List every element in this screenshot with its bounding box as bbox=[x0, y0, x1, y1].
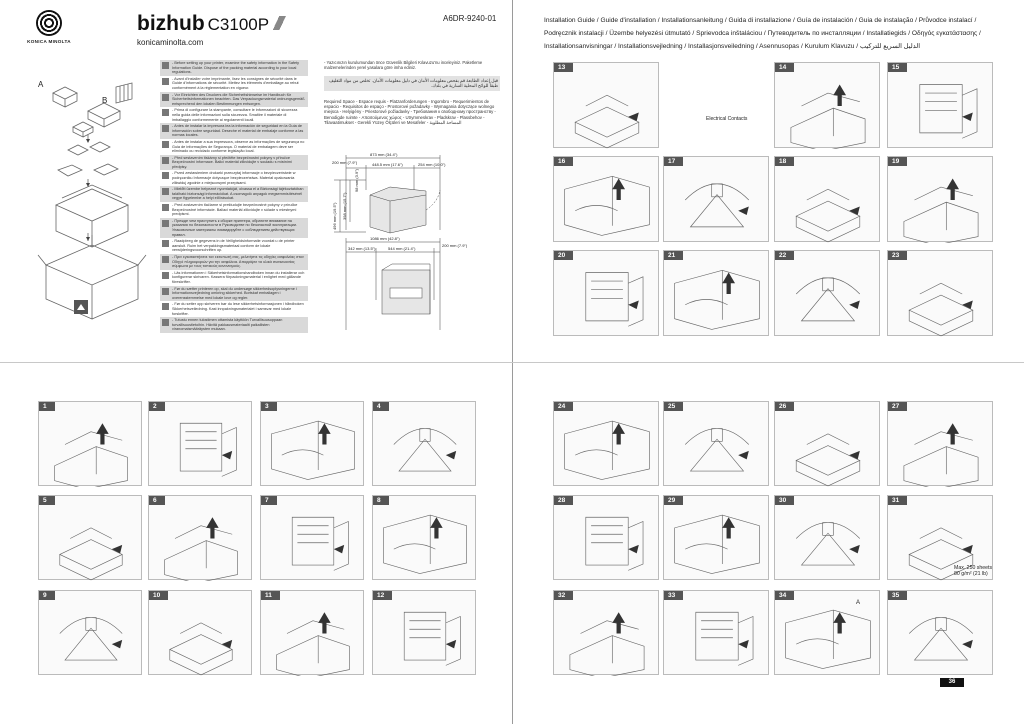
safety-paragraph: - Pred zostavením tlačiarne si preštudujte bezpečnostné pokyny v príručke Bezpečnostné informácie. Baliaci materiál zlikvidujte v súlade s miestnymi predpismi. bbox=[160, 202, 308, 218]
illustration-lines bbox=[675, 515, 760, 573]
language-marker-icon bbox=[162, 157, 169, 164]
illustration-lines bbox=[180, 423, 236, 476]
illustration-lines bbox=[60, 528, 122, 580]
document-number: A6DR-9240-01 bbox=[443, 14, 497, 23]
step-illustration bbox=[261, 496, 365, 581]
step-panel bbox=[663, 590, 769, 675]
step-illustration bbox=[373, 496, 477, 581]
illustration-lines bbox=[55, 432, 128, 487]
step-panel bbox=[38, 590, 142, 675]
title-slash-graphic bbox=[270, 16, 290, 30]
step-illustration bbox=[664, 251, 770, 337]
step-illustration bbox=[664, 591, 770, 676]
direction-arrow-icon bbox=[738, 451, 749, 460]
safety-information-list bbox=[160, 60, 308, 340]
illustration-lines bbox=[904, 432, 978, 487]
step-number: 18 bbox=[775, 157, 794, 166]
dim-top-total: 873 mm (34.4") bbox=[370, 152, 398, 157]
direction-arrow-icon bbox=[96, 423, 108, 444]
language-marker-icon bbox=[162, 94, 169, 101]
step-number: 9 bbox=[39, 591, 55, 600]
language-marker-icon bbox=[162, 125, 169, 132]
direction-arrow-icon bbox=[446, 640, 456, 649]
language-marker-icon bbox=[162, 62, 169, 69]
direction-arrow-icon bbox=[962, 640, 973, 649]
required-space-diagram bbox=[330, 150, 505, 355]
globe-logo-icon bbox=[36, 10, 62, 36]
step-illustration bbox=[664, 496, 770, 581]
guide-title-line: Podręcznik instalacji / Üzembe helyezési útmutató / Sprievodca inštaláciou / Путеводитель по инсталляции / Installatiegids / Οδηγός εγκατάστασης / bbox=[544, 30, 981, 37]
unpacking-illustration bbox=[28, 75, 150, 325]
dim-side-total: 1086 mm (42.8") bbox=[370, 236, 400, 241]
illustration-lines bbox=[292, 517, 348, 570]
step-illustration bbox=[888, 402, 994, 487]
step-illustration bbox=[149, 402, 253, 487]
step-panel bbox=[553, 62, 659, 148]
step-number: 2 bbox=[149, 402, 165, 411]
step-panel bbox=[887, 401, 993, 486]
safety-paragraph: - Před sestavením tiskárny si přečtěte bezpečnostní pokyny v příručce Bezpečnostní informace. Balicí materiál zlikvidujte v souladu s místními předpisy. bbox=[160, 155, 308, 171]
language-marker-icon bbox=[162, 204, 169, 211]
language-marker-icon bbox=[162, 141, 169, 148]
illustration-lines bbox=[277, 621, 350, 676]
illustration-lines bbox=[685, 429, 749, 472]
required-space-title: Required Space - Espace requis - Platzanforderungen - Ingombro - Requerimientos de espacio - Requisitos de espaço - Prostorové požadavky - Wymagania dotyczące wolnego miejsca - Helyigény - Priestorové požiadavky - Требования к свободному пространству - Benodigde ruimte - Απαιτούμενος χώρος - Utrymmeskrav - Pladskrav - Plassbehov - Tilavaatimukset - Gerekli Yüzey Ölçüleri ve Mesafeler - المساحة المطلوبة bbox=[324, 99, 496, 125]
safety-paragraph: - Läs informationen i Säkerhetsinformationshandboken innan du installerar och konfigurerar skrivaren. Kassera förpackningsmaterial i enlighet med gällande föreskrifter. bbox=[160, 270, 308, 286]
website: konicaminolta.com bbox=[137, 38, 204, 47]
language-marker-icon bbox=[162, 109, 169, 116]
language-marker-icon bbox=[162, 220, 169, 227]
step-illustration bbox=[664, 402, 770, 487]
direction-arrow-icon bbox=[318, 423, 330, 444]
step-number: 28 bbox=[554, 496, 573, 505]
illustration-lines bbox=[909, 618, 973, 661]
illustration-lines bbox=[796, 189, 860, 242]
step-number: 26 bbox=[775, 402, 794, 411]
guide-title-list bbox=[544, 14, 1014, 53]
dim-height-a: 398 mm (15.7") bbox=[342, 192, 347, 220]
step-illustration bbox=[775, 251, 881, 337]
product-title bbox=[137, 13, 269, 34]
step-panel bbox=[887, 250, 993, 336]
step-panel bbox=[38, 495, 142, 580]
step-panel bbox=[553, 495, 659, 580]
step-number: 7 bbox=[261, 496, 277, 505]
direction-arrow-icon bbox=[446, 451, 456, 460]
language-marker-icon bbox=[162, 78, 169, 85]
safety-paragraph: - Før du sætter printeren op, skal du undersøge sikkerhedsoplysningerne i Informationsvejledning omkring sikkerhed. Bortskaf emballagen i overensstemmelse med lokale love og regler. bbox=[160, 286, 308, 302]
step-panel bbox=[663, 250, 769, 336]
page-number: 36 bbox=[940, 678, 964, 687]
guide-title-line: Installation Guide / Guide d'installation / Installationsanleitung / Guida di installazione / Guía de instalación / Guia de instalação / Průvodce instalací / bbox=[544, 17, 977, 24]
step-number: 17 bbox=[664, 157, 683, 166]
turkish-safety-note: - Yazıcınızın kurulumundan önce Güvenlik Bilgileri Kılavuzu'nu inceleyiniz. Paketleme malzemelerinden yerel yasalara göre imha ediniz. bbox=[324, 60, 483, 70]
step-panel bbox=[553, 401, 659, 486]
safety-paragraph: - Przed zestawieniem drukarki przeczytaj informacje o bezpieczeństwie w podręczniku Informacje dotyczące bezpieczeństwa. Materiał opakowania zlikwiduj zgodnie z miejscowymi przepisami. bbox=[160, 170, 308, 186]
step-panel bbox=[148, 590, 252, 675]
safety-paragraph: - Raadpleeg de gegevens in de Veiligheidsinformatie voordat u de printer aansluit. Ruim het verpakkingsmateriaal conform de lokale verwijderingsvoorschriften op. bbox=[160, 238, 308, 254]
step-panel bbox=[372, 401, 476, 486]
step-illustration bbox=[149, 496, 253, 581]
dim-height-total: 496 mm (19.5") bbox=[332, 202, 337, 230]
step-number: 25 bbox=[664, 402, 683, 411]
illustration-lines bbox=[565, 176, 650, 235]
illustration-lines bbox=[796, 434, 860, 486]
step-panel bbox=[887, 590, 993, 675]
step-illustration bbox=[39, 496, 143, 581]
direction-arrow-icon bbox=[318, 612, 330, 633]
language-marker-icon bbox=[162, 272, 169, 279]
step-panel bbox=[38, 401, 142, 486]
dim-side-mid: 544 mm (21.4") bbox=[388, 246, 416, 251]
illustration-lines bbox=[586, 517, 643, 570]
dim-top-right: 254 mm (10.0") bbox=[418, 162, 446, 167]
illustration-lines bbox=[394, 429, 456, 472]
illustration-lines bbox=[60, 618, 122, 661]
horizontal-fold-line bbox=[0, 362, 1024, 363]
step-number: 3 bbox=[261, 402, 277, 411]
illustration-lines bbox=[170, 623, 232, 675]
direction-arrow-icon bbox=[833, 612, 846, 633]
step-number: 35 bbox=[888, 591, 907, 600]
language-marker-icon bbox=[162, 172, 169, 179]
illustration-lines bbox=[565, 421, 650, 479]
direction-arrow-icon bbox=[962, 112, 973, 121]
step-illustration bbox=[888, 251, 994, 337]
step-panel bbox=[372, 495, 476, 580]
illustration-lines bbox=[404, 612, 460, 665]
illustration-lines bbox=[685, 184, 749, 227]
step-panel bbox=[663, 156, 769, 242]
step-number: 11 bbox=[261, 591, 280, 600]
direction-arrow-icon bbox=[430, 517, 442, 538]
step-illustration bbox=[554, 63, 660, 149]
language-marker-icon bbox=[162, 319, 169, 326]
step-number: 30 bbox=[775, 496, 794, 505]
step-illustration bbox=[888, 63, 994, 149]
step-illustration bbox=[554, 402, 660, 487]
illustration-lines bbox=[796, 523, 860, 566]
language-marker-icon bbox=[162, 256, 169, 263]
step-panel bbox=[887, 156, 993, 242]
step-number: 20 bbox=[554, 251, 573, 260]
safety-paragraph: - Πριν εγκαταστήσετε τον εκτυπωτή σας, μελετήστε τις οδηγίες ασφαλείας στον Οδηγό πληροφοριών για την ασφάλεια. Απορρίψτε τα υλικά συσκευασίας σύμφωνα με τους τοπικούς κανονισμούς. bbox=[160, 254, 308, 270]
step-panel bbox=[774, 250, 880, 336]
dim-side-left: 342 mm (13.5") bbox=[348, 246, 376, 251]
direction-arrow-icon bbox=[112, 640, 122, 649]
step-illustration bbox=[149, 591, 253, 676]
illustration-lines bbox=[271, 421, 354, 479]
electrical-contacts-label: Electrical Contacts bbox=[706, 116, 748, 122]
step-number: 16 bbox=[554, 157, 573, 166]
step-illustration bbox=[888, 157, 994, 243]
step-number: 23 bbox=[888, 251, 907, 260]
step-panel bbox=[663, 401, 769, 486]
illustration-lines bbox=[791, 93, 865, 149]
step-panel bbox=[148, 495, 252, 580]
arabic-safety-note: قبل إعداد الطابعة قم بفحص معلومات الأمان في دليل معلومات الأمان. تخلص من مواد التغليف طبقاً للوائح المحلية السارية في بلدك. bbox=[324, 76, 500, 91]
model-name: C3100P bbox=[207, 15, 270, 34]
dim-top-left: 200 mm (7.9") bbox=[332, 160, 358, 165]
step-panel bbox=[260, 590, 364, 675]
direction-arrow-icon bbox=[334, 545, 344, 554]
safety-paragraph: - Mielőtt üzembe helyezné nyomtatóját, olvassa el a Biztonsági tájékoztatóban található biztonsági információkat. A csomagoló anyagok megsemmisítésénél vegye figyelembe a helyi előírásokat. bbox=[160, 186, 308, 202]
direction-arrow-icon bbox=[946, 179, 959, 201]
step-number: 1 bbox=[39, 402, 55, 411]
direction-arrow-icon bbox=[833, 85, 846, 107]
printer-front-view bbox=[370, 187, 426, 233]
step-panel bbox=[553, 590, 659, 675]
step-illustration bbox=[664, 157, 770, 243]
direction-arrow-icon bbox=[849, 300, 860, 309]
step-panel bbox=[553, 250, 659, 336]
illustration-lines bbox=[904, 187, 978, 243]
step-panel bbox=[774, 495, 880, 580]
illustration-lines bbox=[909, 283, 973, 336]
dim-side-right: 200 mm (7.9") bbox=[442, 243, 468, 248]
illustration-lines bbox=[796, 278, 860, 321]
step-panel bbox=[887, 62, 993, 148]
safety-paragraph: - Прежде чем приступить к сборке принтера, обратите внимание на указания по безопасности в Руководстве по безопасной эксплуатации. Упаковочные материалы ликвидируйте с соблюдением действующих правил. bbox=[160, 218, 308, 238]
step-number: 21 bbox=[664, 251, 683, 260]
step-panel bbox=[774, 401, 880, 486]
step-illustration bbox=[554, 157, 660, 243]
step-illustration bbox=[373, 591, 477, 676]
step-illustration bbox=[775, 157, 881, 243]
brand-name: KONICA MINOLTA bbox=[27, 39, 71, 44]
step-number: 13 bbox=[554, 63, 573, 72]
step-number: 8 bbox=[373, 496, 389, 505]
step-illustration bbox=[261, 402, 365, 487]
illustration-lines bbox=[920, 85, 977, 139]
illustration-lines bbox=[383, 515, 466, 573]
step-panel bbox=[372, 590, 476, 675]
direction-arrow-icon bbox=[206, 517, 218, 538]
step-panel bbox=[774, 156, 880, 242]
product-name: bizhub bbox=[137, 12, 205, 35]
step-illustration bbox=[554, 251, 660, 337]
step-number: 24 bbox=[554, 402, 573, 411]
safety-paragraph: - Tutustu ennen tulostimen ottamista käyttöön Turvallisuusoppaan turvallisuustietoihin. Hävitä pakkausmateriaalit paikallisten viranomaismääräysten mukaan. bbox=[160, 317, 308, 333]
direction-arrow-icon bbox=[222, 451, 232, 460]
step-number: 29 bbox=[664, 496, 683, 505]
direction-arrow-icon bbox=[722, 517, 735, 538]
step-number: 4 bbox=[373, 402, 389, 411]
language-marker-icon bbox=[162, 303, 169, 310]
safety-paragraph: - Prima di configurare la stampante, consultare le informazioni di sicurezza nella guida delle informazioni sulla sicurezza. Smaltire il materiale di imballaggio conformemente ai regolamenti locali. bbox=[160, 107, 308, 123]
direction-arrow-icon bbox=[738, 206, 749, 215]
step-illustration bbox=[775, 591, 881, 676]
language-marker-icon bbox=[162, 188, 169, 195]
safety-paragraph: - Vor Einrichten des Druckers die Sicherheitshinweise im Handbuch für Sicherheitsinformationen beachten. Das Verpackungsmaterial ordnungsgemäß entsprechend den lokalen Bestimmungen entsorgen. bbox=[160, 92, 308, 108]
step34-label-a: A bbox=[856, 600, 861, 606]
safety-paragraph: - Before setting up your printer, examine the safety information in the Safety Information Guide. Dispose of the packing material according to your local regulations. bbox=[160, 60, 308, 76]
step-panel bbox=[260, 401, 364, 486]
konica-minolta-logo bbox=[22, 10, 76, 44]
step-illustration bbox=[888, 591, 994, 676]
illustration-lines bbox=[586, 273, 643, 327]
step-illustration bbox=[775, 63, 881, 149]
step-number: 31 bbox=[888, 496, 907, 505]
step-number: 5 bbox=[39, 496, 55, 505]
step-illustration bbox=[775, 496, 881, 581]
safety-paragraph: - Antes de instalar la impresora lea la información de seguridad en la Guía de información sobre seguridad. Deseche el material de embalaje conforme a las normas locales. bbox=[160, 123, 308, 139]
direction-arrow-icon bbox=[628, 545, 639, 554]
step-number: 32 bbox=[554, 591, 573, 600]
dim-top-mid: 448.5 mm (17.6") bbox=[372, 162, 403, 167]
step-number: 34 bbox=[775, 591, 794, 600]
illustration-lines bbox=[570, 621, 644, 676]
step-number: 12 bbox=[373, 591, 392, 600]
safety-paragraph: - Avant d'installer votre imprimante, lisez les consignes de sécurité dans le Guide d'informations de sécurité. Mettez les éléments d'emballage au rebut conformément à la réglementation en vigueur. bbox=[160, 76, 308, 92]
step-number: 14 bbox=[775, 63, 794, 72]
dim-height-b: 98 mm (3.9") bbox=[354, 169, 359, 192]
step-number: 6 bbox=[149, 496, 165, 505]
illustration-lines bbox=[786, 610, 871, 668]
step-illustration bbox=[39, 402, 143, 487]
paper-capacity-note: Max. 250 sheets 80 g/m² (21 lb) bbox=[954, 565, 993, 578]
step-panel bbox=[774, 62, 880, 148]
step-panel bbox=[663, 495, 769, 580]
illustration-lines bbox=[675, 270, 760, 329]
step-number: 33 bbox=[664, 591, 683, 600]
step-illustration bbox=[775, 402, 881, 487]
language-marker-icon bbox=[162, 288, 169, 295]
direction-arrow-icon bbox=[612, 423, 625, 444]
box-label-a: A bbox=[38, 80, 44, 89]
illustration-lines bbox=[165, 526, 238, 581]
direction-arrow-icon bbox=[849, 545, 860, 554]
step-panel bbox=[774, 590, 880, 675]
direction-arrow-icon bbox=[612, 612, 625, 633]
step-illustration bbox=[261, 591, 365, 676]
step-number: 22 bbox=[775, 251, 794, 260]
step-number: 27 bbox=[888, 402, 907, 411]
step-illustration bbox=[554, 496, 660, 581]
step-panel bbox=[148, 401, 252, 486]
guide-title-line: Installationsanvisningar / Installationsvejledning / Installasjonsveiledning / Asennusopas / Kurulum Klavuzu / الدليل السريع للتركيب bbox=[544, 43, 921, 50]
step-illustration bbox=[39, 591, 143, 676]
illustration-lines bbox=[575, 95, 639, 148]
step-panel bbox=[260, 495, 364, 580]
step-illustration bbox=[554, 591, 660, 676]
illustration-lines bbox=[696, 612, 753, 665]
box-label-b: B bbox=[102, 96, 108, 105]
language-marker-icon bbox=[162, 240, 169, 247]
direction-arrow-icon bbox=[946, 423, 959, 444]
step-number: 10 bbox=[149, 591, 168, 600]
direction-arrow-icon bbox=[738, 640, 749, 649]
step-panel bbox=[553, 156, 659, 242]
step-number: 15 bbox=[888, 63, 907, 72]
step-illustration bbox=[373, 402, 477, 487]
step-number: 19 bbox=[888, 157, 907, 166]
direction-arrow-icon bbox=[628, 300, 639, 309]
safety-paragraph: - Antes de instalar a sua impressora, observe as informações de segurança no Guia de informações de Segurança. O material de embalagem deve ser eliminado ou reciclado conforme legislação local. bbox=[160, 139, 308, 155]
direction-arrow-icon bbox=[612, 179, 625, 201]
safety-paragraph: - Før du setter opp skriveren bør du lese sikkerhetsinformasjonen i håndboken Sikkerhetsveiledning. Kast innpakningsmaterialet i samsvar med lokale forskrifter. bbox=[160, 301, 308, 317]
direction-arrow-icon bbox=[722, 273, 735, 295]
